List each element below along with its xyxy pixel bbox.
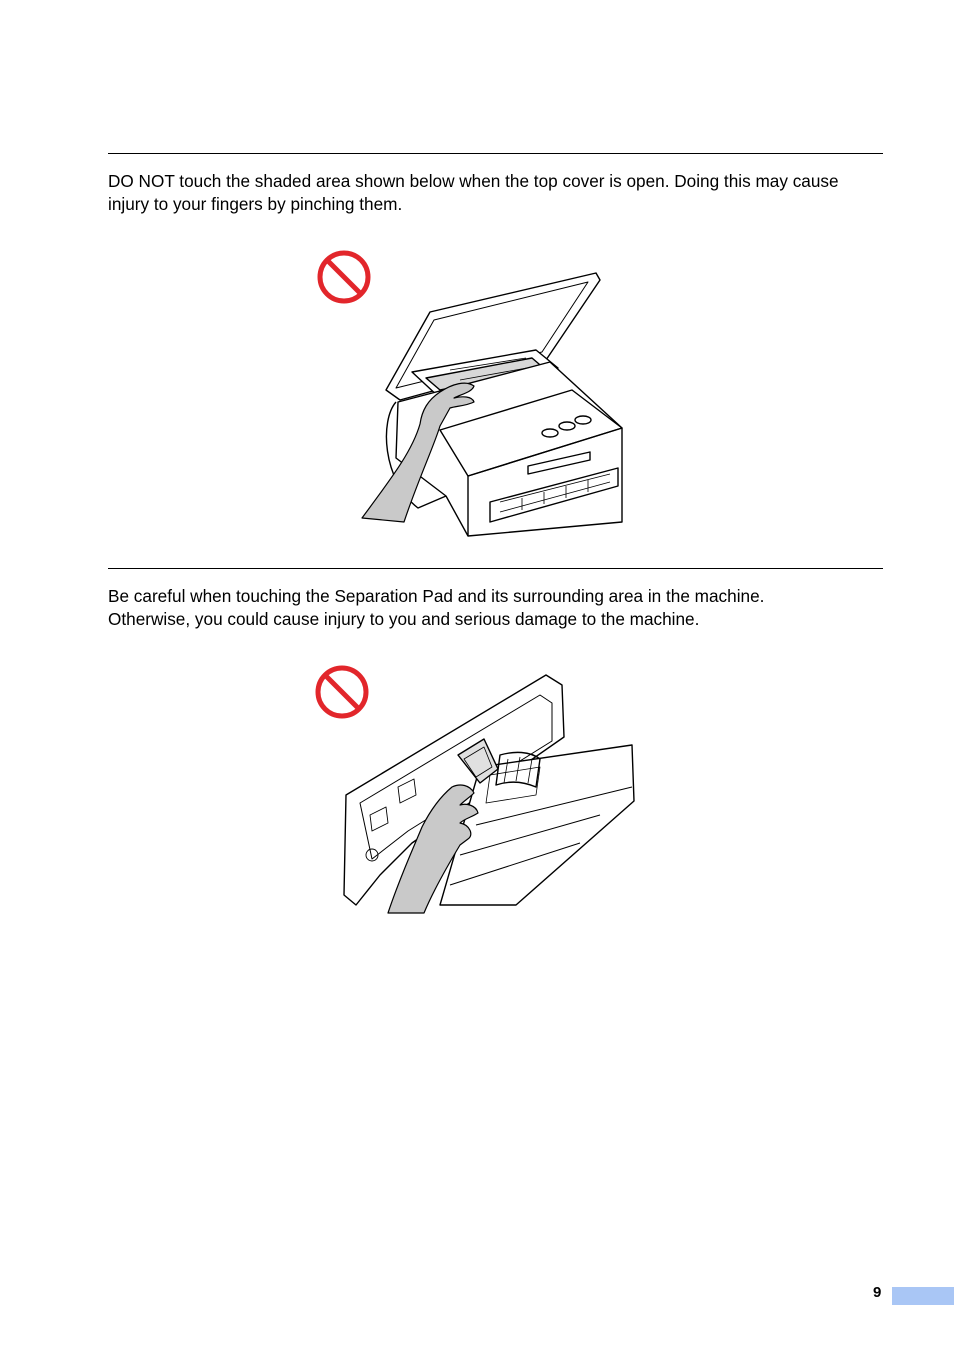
section1-divider xyxy=(108,153,883,154)
prohibition-icon xyxy=(318,668,366,716)
figure-separation-pad xyxy=(300,655,640,917)
page-number: 9 xyxy=(873,1284,882,1301)
section2-line-1: Be careful when touching the Separation Pad and its surrounding area in the machine. xyxy=(108,586,765,606)
scanner-drawing xyxy=(362,273,622,536)
section2-warning-text xyxy=(108,585,898,631)
figure-top-cover-open xyxy=(300,240,640,545)
prohibition-icon xyxy=(320,253,368,301)
section1-line-1: DO NOT touch the shaded area shown below when the top cover is open. Doing this may cause xyxy=(108,171,839,191)
section1-line-2: injury to your fingers by pinching them. xyxy=(108,194,403,214)
section2-line-2: Otherwise, you could cause injury to you and serious damage to the machine. xyxy=(108,609,700,629)
page-tab-marker xyxy=(892,1287,954,1305)
separation-pad-drawing xyxy=(344,675,634,913)
section1-warning-text xyxy=(108,170,898,216)
section2-divider xyxy=(108,568,883,569)
